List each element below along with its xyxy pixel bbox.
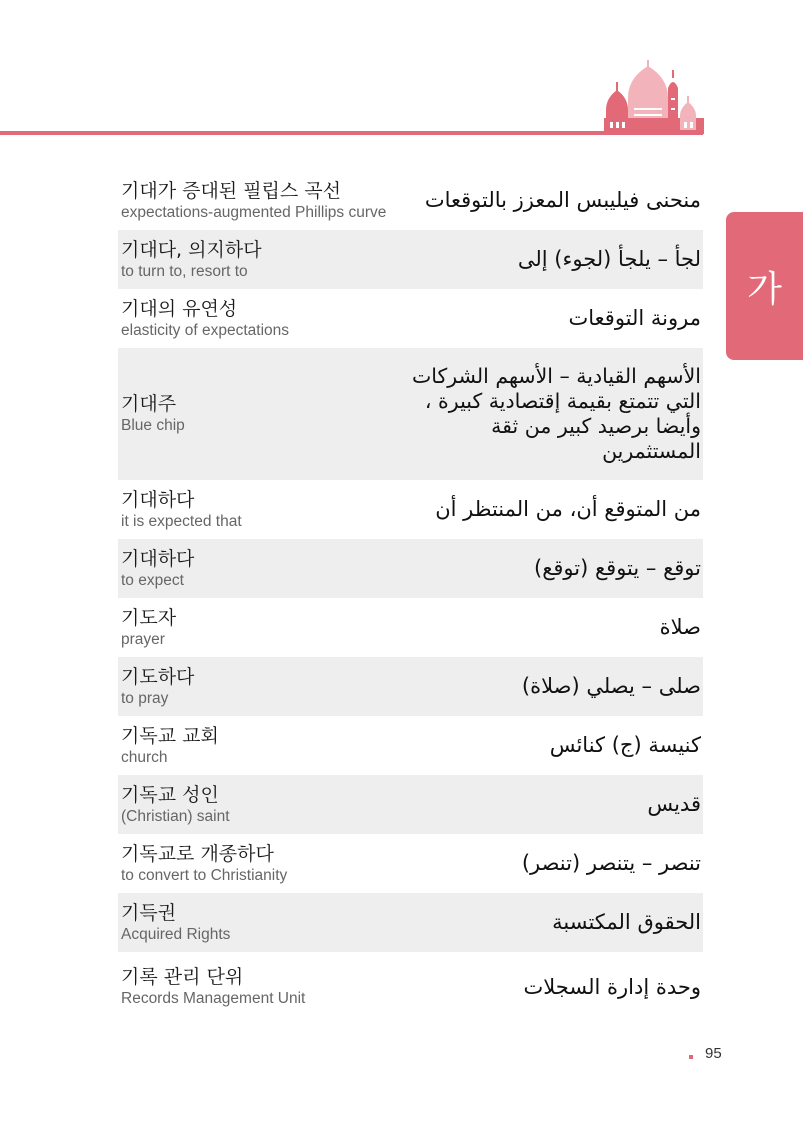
english-term: to expect <box>121 571 184 589</box>
arabic-term: من المتوقع أن، من المنتظر أن <box>435 497 701 521</box>
korean-term: 기독교 교회 <box>121 724 219 747</box>
arabic-term: صلاة <box>659 615 701 639</box>
arabic-term: توقع – يتوقع (توقع) <box>534 556 701 580</box>
glossary-entry <box>118 230 703 289</box>
section-index-label: 가 <box>747 268 782 310</box>
arabic-term: مرونة التوقعات <box>568 306 701 330</box>
korean-term: 기독교로 개종하다 <box>121 842 274 865</box>
english-term: elasticity of expectations <box>121 321 290 339</box>
english-term: to turn to, resort to <box>121 262 248 280</box>
arabic-term: لجأ – يلجأ (لجوء) إلى <box>517 247 701 271</box>
glossary-entry <box>118 657 703 716</box>
korean-term: 기대가 증대된 필립스 곡선 <box>121 179 342 202</box>
korean-term: 기대의 유연성 <box>121 297 238 320</box>
glossary-entry <box>118 716 703 775</box>
korean-term: 기대주 <box>121 393 177 415</box>
glossary-entry <box>118 893 703 952</box>
arabic-term: الأسهم القيادية – الأسهم الشركات التي تتمتع بقيمة إقتصادية كبيرة ، وأيضا برصيد كبير من ثقة المستثمرين <box>411 364 701 463</box>
glossary-entry <box>118 539 703 598</box>
english-term: to pray <box>121 689 169 707</box>
glossary-entry <box>118 289 703 348</box>
korean-term: 기대다, 의지하다 <box>121 238 262 261</box>
glossary-entry <box>118 171 703 230</box>
english-term: it is expected that <box>121 512 242 530</box>
arabic-term: قديس <box>647 792 701 816</box>
arabic-term: الحقوق المكتسبة <box>552 910 701 934</box>
glossary-entry <box>118 834 703 893</box>
page-number: 95 <box>705 1045 722 1062</box>
english-term: to convert to Christianity <box>121 866 288 884</box>
english-term: Blue chip <box>121 417 185 434</box>
korean-term: 기도하다 <box>121 665 195 688</box>
glossary-entry <box>118 598 703 657</box>
footer-dot <box>689 1055 693 1059</box>
arabic-term: تنصر – يتنصر (تنصر) <box>521 851 701 875</box>
english-term: (Christian) saint <box>121 807 230 825</box>
arabic-term: وحدة إدارة السجلات <box>523 974 701 999</box>
korean-term: 기대하다 <box>121 547 195 570</box>
arabic-term: صلى – يصلي (صلاة) <box>521 674 701 698</box>
page-footer <box>689 1045 722 1062</box>
korean-term: 기독교 성인 <box>121 783 219 806</box>
glossary-entry <box>118 952 703 1022</box>
english-term: Acquired Rights <box>121 925 231 943</box>
section-index-tab[interactable] <box>726 212 803 360</box>
korean-term: 기도자 <box>121 606 177 629</box>
header-rule <box>0 131 703 135</box>
english-term: expectations-augmented Phillips curve <box>121 203 387 221</box>
korean-term: 기록 관리 단위 <box>121 966 244 988</box>
glossary-entry <box>118 348 703 480</box>
arabic-term: منحنى فيليبس المعزز بالتوقعات <box>424 188 701 212</box>
glossary-list <box>118 171 703 1022</box>
english-term: prayer <box>121 630 165 648</box>
glossary-entry <box>118 480 703 539</box>
arabic-term: كنيسة (ج) كنائس <box>549 733 701 757</box>
glossary-entry <box>118 775 703 834</box>
english-term: church <box>121 748 168 766</box>
korean-term: 기득권 <box>121 901 177 924</box>
korean-term: 기대하다 <box>121 488 195 511</box>
mosque-domes-illustration <box>598 58 704 134</box>
english-term: Records Management Unit <box>121 990 306 1007</box>
